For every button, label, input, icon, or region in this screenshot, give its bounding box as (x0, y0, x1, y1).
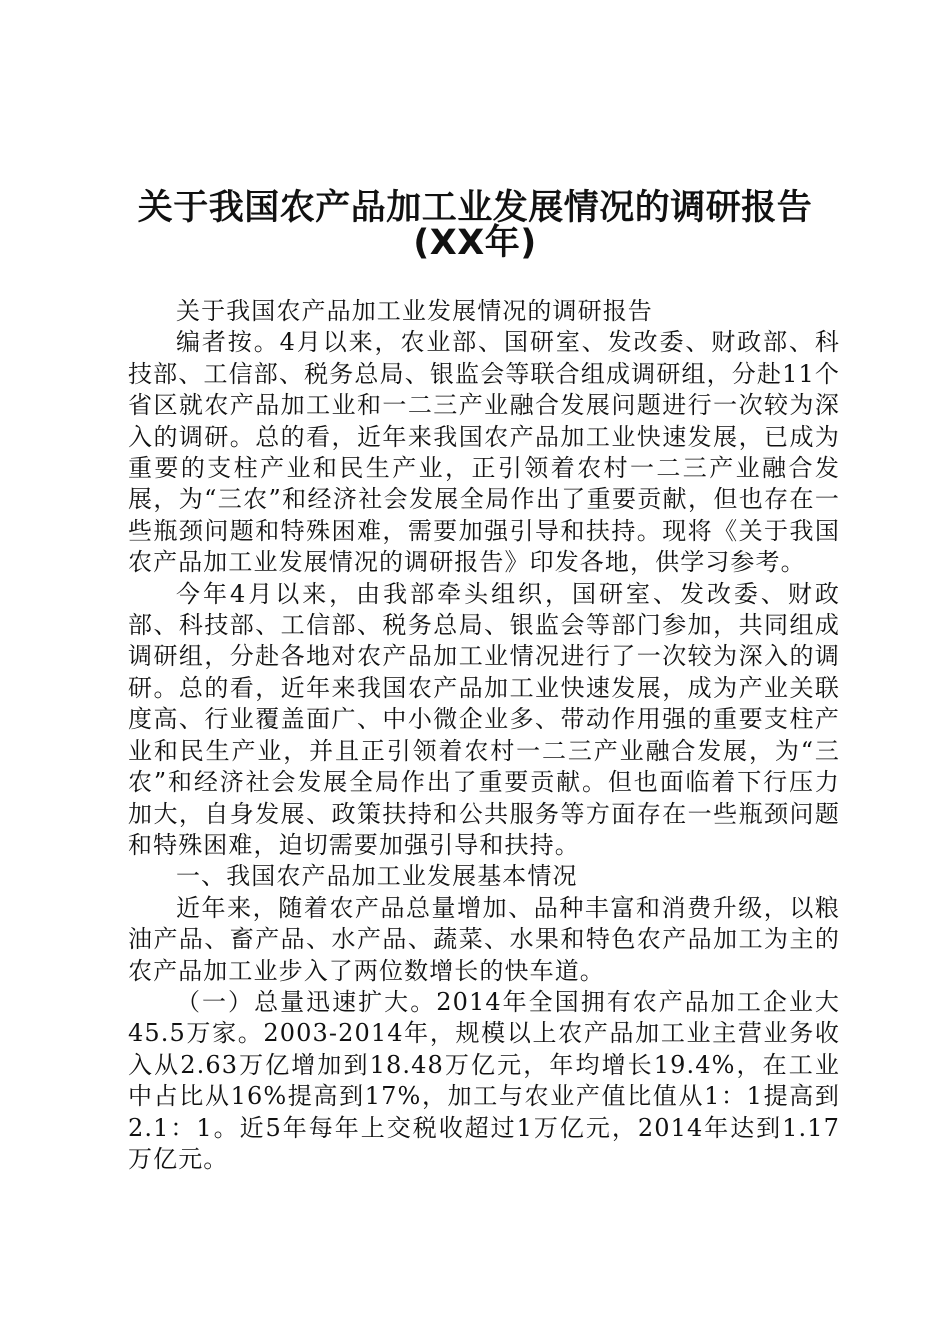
section-1-paragraph: 近年来，随着农产品总量增加、品种丰富和消费升级，以粮油产品、畜产品、水产品、蔬菜、水果和特色农产品加工为主的农产品加工业步入了两位数增长的快车道。 (128, 893, 840, 985)
document-title: 关于我国农产品加工业发展情况的调研报告 (137, 188, 813, 228)
section-heading-1: 一、我国农产品加工业发展基本情况 (176, 862, 578, 891)
editor-note-paragraph: 编者按。4月以来，农业部、国研室、发改委、财政部、科技部、工信部、税务总局、银监会等联合组成调研组，分赴11个省区就农产品加工业和一二三产业融合发展问题进行一次较为深入的调研。总的看，近年来我国农产品加工业快速发展，已成为重要的支柱产业和民生产业，正引领着农村一二三产业融合发展，为“三农”和经济社会发展全局作出了重要贡献，但也存在一些瓶颈问题和特殊困难，需要加强引导和扶持。现将《关于我国农产品加工业发展情况的调研报告》印发各地，供学习参考。 (128, 328, 840, 577)
body-heading: 关于我国农产品加工业发展情况的调研报告 (176, 297, 653, 325)
document-subtitle-year: (XX年) (413, 223, 537, 263)
intro-paragraph: 今年4月以来，由我部牵头组织，国研室、发改委、财政部、科技部、工信部、税务总局、银监会等部门参加，共同组成调研组，分赴各地对农产品加工业情况进行了一次较为深入的调研。总的看，近年来我国农产品加工业快速发展，成为产业关联度高、行业覆盖面广、中小微企业多、带动作用强的重要支柱产业和民生产业，并且正引领着农村一二三产业融合发展，为“三农”和经济社会发展全局作出了重要贡献。但也面临着下行压力加大，自身发展、政策扶持和公共服务等方面存在一些瓶颈问题和特殊困难，迫切需要加强引导和扶持。 (128, 579, 840, 859)
document-body (128, 296, 840, 1175)
subsection-1-paragraph: （一）总量迅速扩大。2014年全国拥有农产品加工企业大45.5万家。2003-2014年，规模以上农产品加工业主营业务收入从2.63万亿增加到18.48万亿元，年均增长19.4%，在工业中占比从16%提高到17%，加工与农业产值比值从1：1提高到2.1：1。近5年每年上交税收超过1万亿元，2014年达到1.17万亿元。 (128, 987, 840, 1173)
